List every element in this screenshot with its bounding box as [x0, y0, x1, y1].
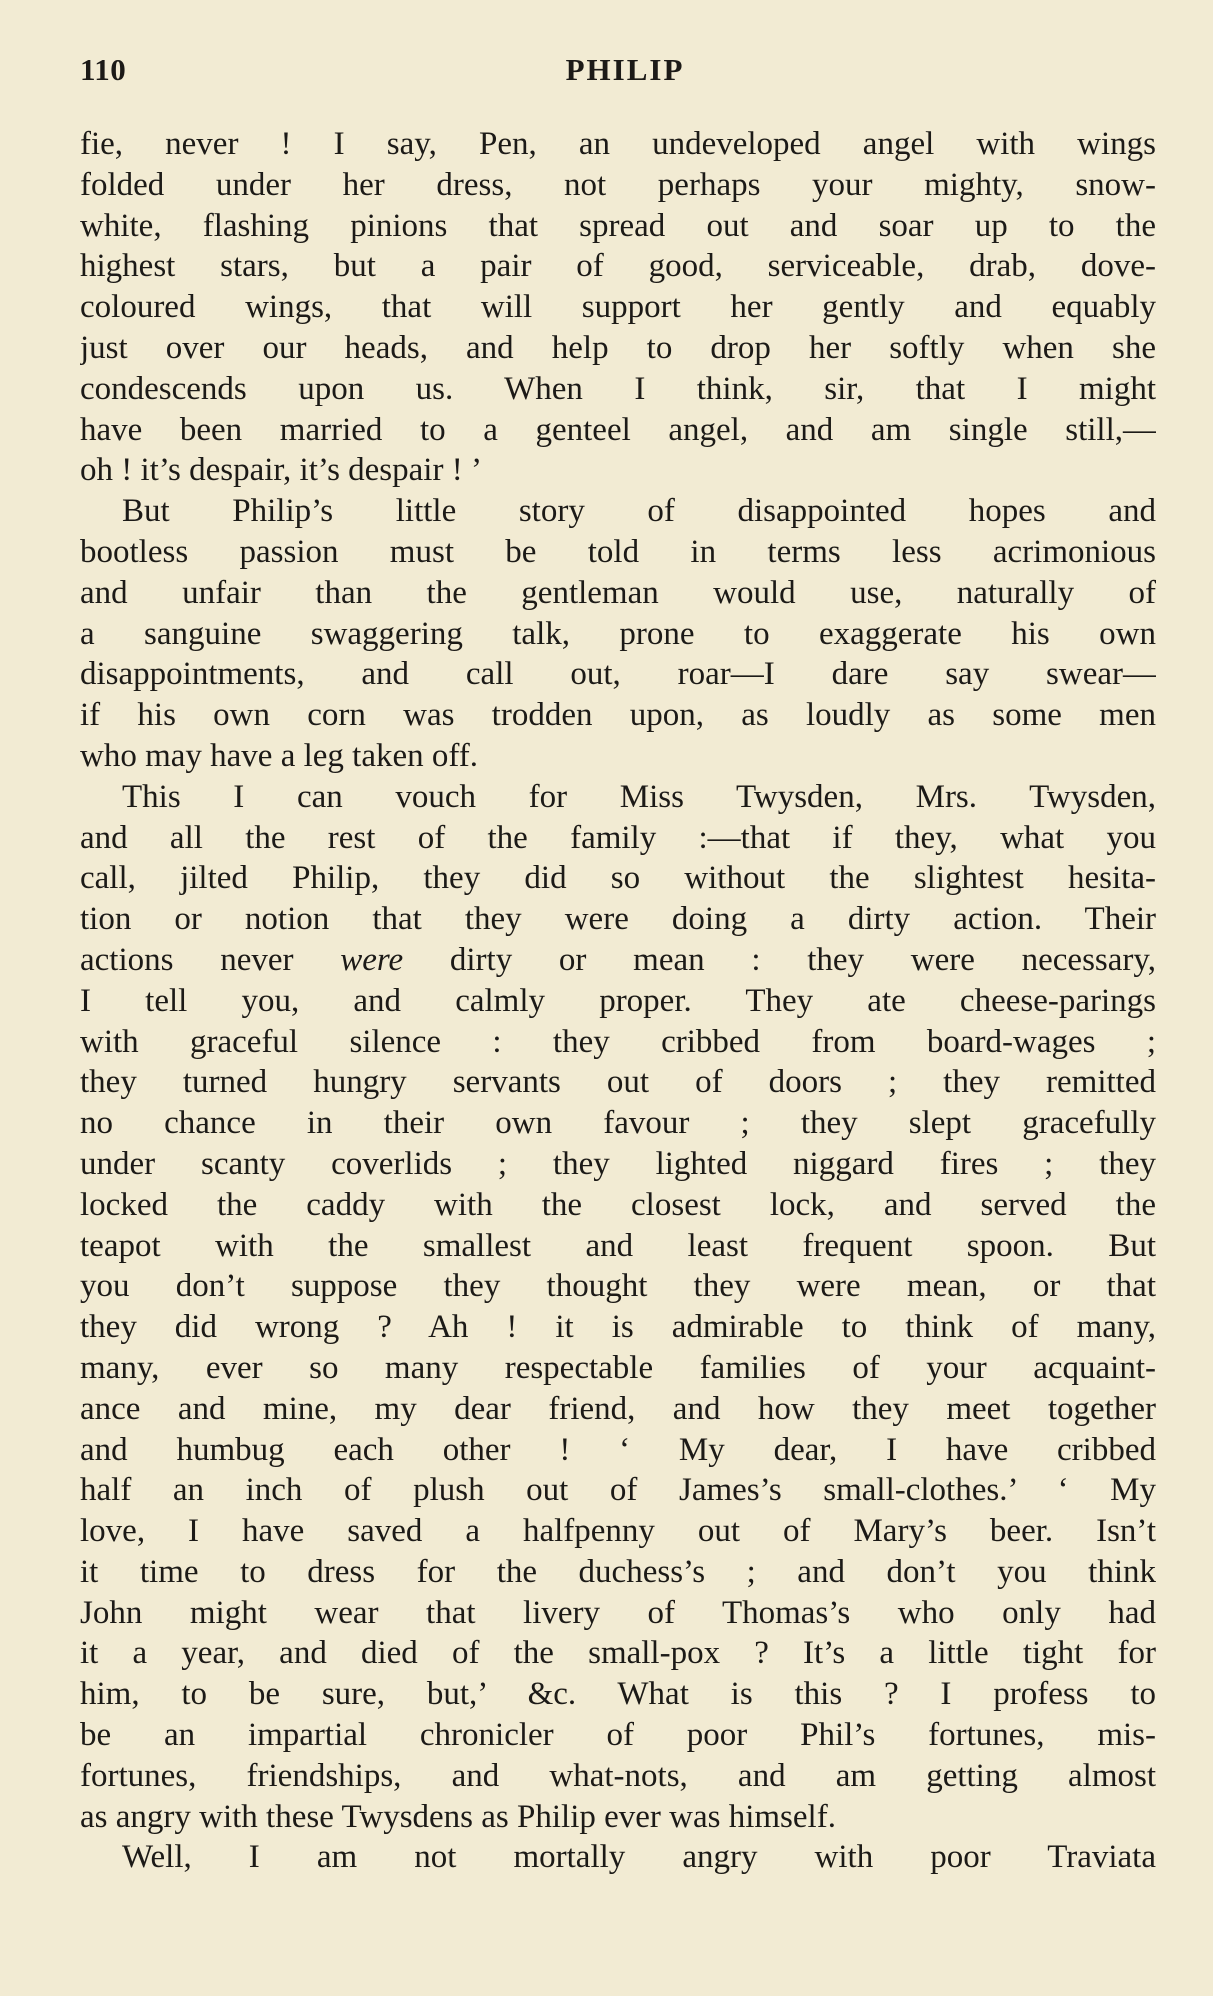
- text-line: teapot with the smallest and least frequent spoon. But: [80, 1227, 1156, 1264]
- text-line: bootless passion must be told in terms less acrimonious: [80, 533, 1156, 570]
- text-line: under scanty coverlids ; they lighted niggard fires ; they: [80, 1145, 1156, 1182]
- text-segment: actions never: [80, 941, 341, 978]
- text-line: him, to be sure, but,’ &c. What is this ? I profess to: [80, 1676, 1156, 1713]
- text-line: a sanguine swaggering talk, prone to exaggerate his own: [80, 615, 1156, 652]
- text-line: it time to dress for the duchess’s ; and don’t you think: [80, 1553, 1156, 1590]
- text-line: love, I have saved a halfpenny out of Mary’s beer. Isn’t: [80, 1513, 1156, 1550]
- text-line: just over our heads, and help to drop her softly when she: [80, 329, 1156, 366]
- body-text: [80, 124, 1156, 1878]
- text-line: who may have a leg taken off.: [80, 737, 478, 774]
- text-line: many, ever so many respectable families of your acquaint-: [80, 1349, 1156, 1386]
- text-line: you don’t suppose they thought they were mean, or that: [80, 1268, 1156, 1305]
- text-line: coloured wings, that will support her gently and equably: [80, 289, 1156, 326]
- text-line: and humbug each other ! ‘ My dear, I have cribbed: [80, 1431, 1156, 1468]
- text-line: condescends upon us. When I think, sir, that I might: [80, 370, 1156, 407]
- text-line: This I can vouch for Miss Twysden, Mrs. Twysden,: [122, 778, 1156, 815]
- text-line: Well, I am not mortally angry with poor Traviata: [122, 1839, 1156, 1876]
- text-line: disappointments, and call out, roar—I dare say swear—: [80, 656, 1156, 693]
- text-line: and all the rest of the family :—that if they, what you: [80, 819, 1156, 856]
- text-line: as angry with these Twysdens as Philip ever was himself.: [80, 1798, 836, 1835]
- text-line: call, jilted Philip, they did so without the slightest hesita-: [80, 860, 1156, 897]
- text-line: white, flashing pinions that spread out and soar up to the: [80, 207, 1156, 244]
- text-line: be an impartial chronicler of poor Phil’s fortunes, mis-: [80, 1717, 1156, 1754]
- page-number: 110: [80, 52, 127, 87]
- text-line: tion or notion that they were doing a dirty action. Their: [80, 901, 1156, 938]
- text-line: and unfair than the gentleman would use, naturally of: [80, 574, 1156, 611]
- text-line: [80, 940, 1156, 981]
- text-line: they did wrong ? Ah ! it is admirable to think of many,: [80, 1309, 1156, 1346]
- text-line: if his own corn was trodden upon, as loudly as some men: [80, 697, 1156, 734]
- text-line: half an inch of plush out of James’s small-clothes.’ ‘ My: [80, 1472, 1156, 1509]
- running-title: PHILIP: [565, 52, 685, 87]
- page-header: [80, 52, 1170, 102]
- text-line: I tell you, and calmly proper. They ate cheese-parings: [80, 982, 1156, 1019]
- text-line: no chance in their own favour ; they slept gracefully: [80, 1105, 1156, 1142]
- text-line: fie, never ! I say, Pen, an undeveloped angel with wings: [80, 126, 1156, 162]
- text-line: with graceful silence : they cribbed from board-wages ;: [80, 1023, 1156, 1060]
- text-line: highest stars, but a pair of good, serviceable, drab, dove-: [80, 248, 1156, 285]
- italic-word: were: [340, 941, 404, 978]
- text-segment: dirty or mean : they were necessary,: [403, 941, 1156, 978]
- text-line: But Philip’s little story of disappointed hopes and: [122, 493, 1156, 530]
- text-line: they turned hungry servants out of doors ; they remitted: [80, 1064, 1156, 1101]
- text-line: locked the caddy with the closest lock, and served the: [80, 1186, 1156, 1223]
- text-line: oh ! it’s despair, it’s despair ! ’: [80, 452, 482, 489]
- text-line: ance and mine, my dear friend, and how they meet together: [80, 1390, 1156, 1427]
- text-line: folded under her dress, not perhaps your mighty, snow-: [80, 166, 1156, 203]
- text-line: fortunes, friendships, and what-nots, and am getting almost: [80, 1757, 1156, 1794]
- text-line: it a year, and died of the small-pox ? It’s a little tight for: [80, 1635, 1156, 1672]
- text-line: have been married to a genteel angel, and am single still,—: [80, 411, 1156, 448]
- text-line: John might wear that livery of Thomas’s who only had: [80, 1594, 1156, 1631]
